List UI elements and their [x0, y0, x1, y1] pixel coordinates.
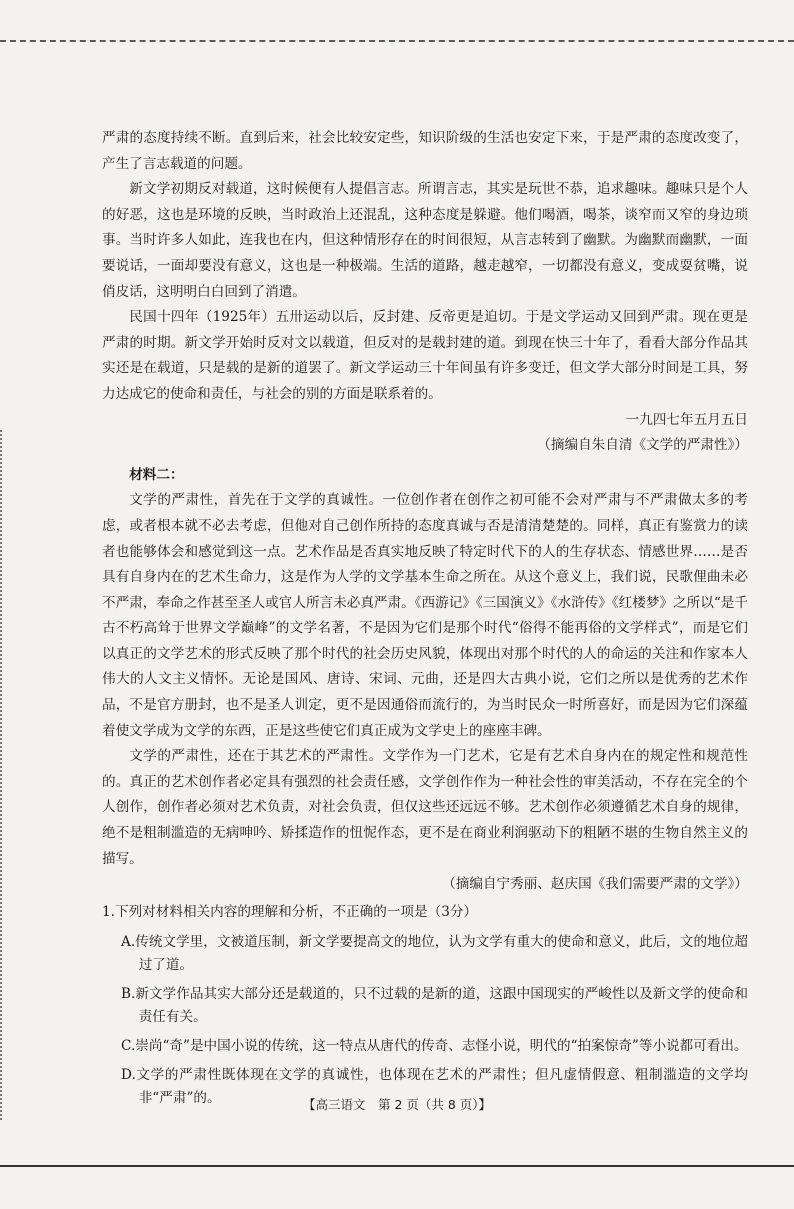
material1-paragraph-3: 民国十四年（1925年）五卅运动以后，反封建、反帝更是迫切。于是文学运动又回到严肃。现在更是严肃的时期。新文学开始时反对文以载道，但反对的是载封建的道。到现在快三十年了，看看大部分作品其实还是在载道，只是载的是新的道罢了。新文学运动三十年间虽有许多变迁，但文学大部分时间是工具，努力达成它的使命和责任，与社会的别的方面是联系着的。 — [102, 309, 748, 402]
question-1-option-b: B.新文学作品其实大部分还是载道的，只不过载的是新的道，这跟中国现实的严峻性以及新文学的使命和责任有关。 — [121, 986, 748, 1026]
bottom-scan-rule — [0, 1165, 794, 1167]
material2-paragraph-1: 文学的严肃性，首先在于文学的真诚性。一位创作者在创作之初可能不会对严肃与不严肃做太多的考虑，或者根本就不必去考虑，但他对自己创作所持的态度真诚与否是清清楚楚的。同样，真正有鉴赏力的读者也能够体会和感觉到这一点。艺术作品是否真实地反映了特定时代下的人的生存状态、情感世界……是否具有自身内在的艺术生命力，这是作为人学的文学基本生命之所在。从这个意义上，我们说，民歌俚曲未必不严肃，奉命之作甚至圣人或官人所言未必真严肃。《西游记》《三国演义》《水浒传》《红楼梦》之所以“是千古不朽高耸于世界文学巅峰”的文学名著，不是因为它们是那个时代“俗得不能再俗的文学样式”，而是它们以真正的文学艺术的形式反映了那个时代的社会历史风貌，体现出对那个时代的人的命运的关注和作家本人伟大的人文主义情怀。无论是国风、唐诗、宋词、元曲，还是四大古典小说，它们之所以是优秀的艺术作品，不是官方册封，也不是圣人训定，更不是因通俗而流行的，为当时民众一时所喜好，而是因为它们深蕴着使文学成为文学的东西，正是这些使它们真正成为文学史上的座座丰碑。 — [102, 492, 748, 739]
top-scan-rule — [0, 40, 794, 42]
material1-source: （摘编自朱自清《文学的严肃性》） — [537, 437, 748, 454]
material1-date: 一九四七年五月五日 — [625, 411, 748, 428]
question-1-option-a: A.传统文学里，文被道压制，新文学要提高文的地位，认为文学有重大的使命和意义，此后，文的地位超过了道。 — [121, 934, 748, 974]
exam-page-body — [102, 126, 748, 1110]
material1-paragraph-2: 新文学初期反对载道，这时候便有人提倡言志。所谓言志，其实是玩世不恭，追求趣味。趣味只是个人的好恶，这也是环境的反映，当时政治上还混乱，这种态度是躲避。他们喝酒，喝茶，谈窄而又窄的身边琐事。当时许多人如此，连我也在内，但这种情形存在的时间很短，从言志转到了幽默。为幽默而幽默，一面要说话，一面却要没有意义，这也是一种极端。生活的道路，越走越窄，一切都没有意义，变成耍贫嘴，说俏皮话，这明明白白回到了消遣。 — [102, 181, 748, 300]
page-footer: 【高三语文 第 2 页（共 8 页）】 — [302, 1097, 492, 1112]
material2-paragraph-2: 文学的严肃性，还在于其艺术的严肃性。文学作为一门艺术，它是有艺术自身内在的规定性和规范性的。真正的艺术创作者必定具有强烈的社会责任感，文学创作作为一种社会性的审美活动，不存在完全的个人创作，创作者必须对艺术负责，对社会负责，但仅这些还远远不够。艺术创作必须遵循艺术自身的规律，绝不是粗制滥造的无病呻吟、矫揉造作的忸怩作态，更不是在商业利润驱动下的粗陋不堪的生物自然主义的描写。 — [102, 748, 748, 867]
material2-heading: 材料二： — [129, 466, 184, 483]
material2-source: （摘编自宁秀丽、赵庆国《我们需要严肃的文学》） — [442, 876, 748, 893]
material1-paragraph-continued: 严肃的态度持续不断。直到后来，社会比较安定些，知识阶级的生活也安定下来，于是严肃的态度改变了，产生了言志载道的问题。 — [102, 130, 748, 172]
question-1-option-d: D.文学的严肃性既体现在文学的真诚性，也体现在艺术的严肃性；但凡虚情假意、粗制滥造的文学均非“严肃”的。 — [121, 1067, 748, 1107]
question-1-option-c: C.崇尚“奇”是中国小说的传统，这一特点从唐代的传奇、志怪小说，明代的“拍案惊奇”等小说都可看出。 — [121, 1038, 748, 1055]
binding-margin-marks — [0, 430, 8, 1120]
question-1-stem: 1.下列对材料相关内容的理解和分析，不正确的一项是（3分） — [102, 903, 478, 920]
